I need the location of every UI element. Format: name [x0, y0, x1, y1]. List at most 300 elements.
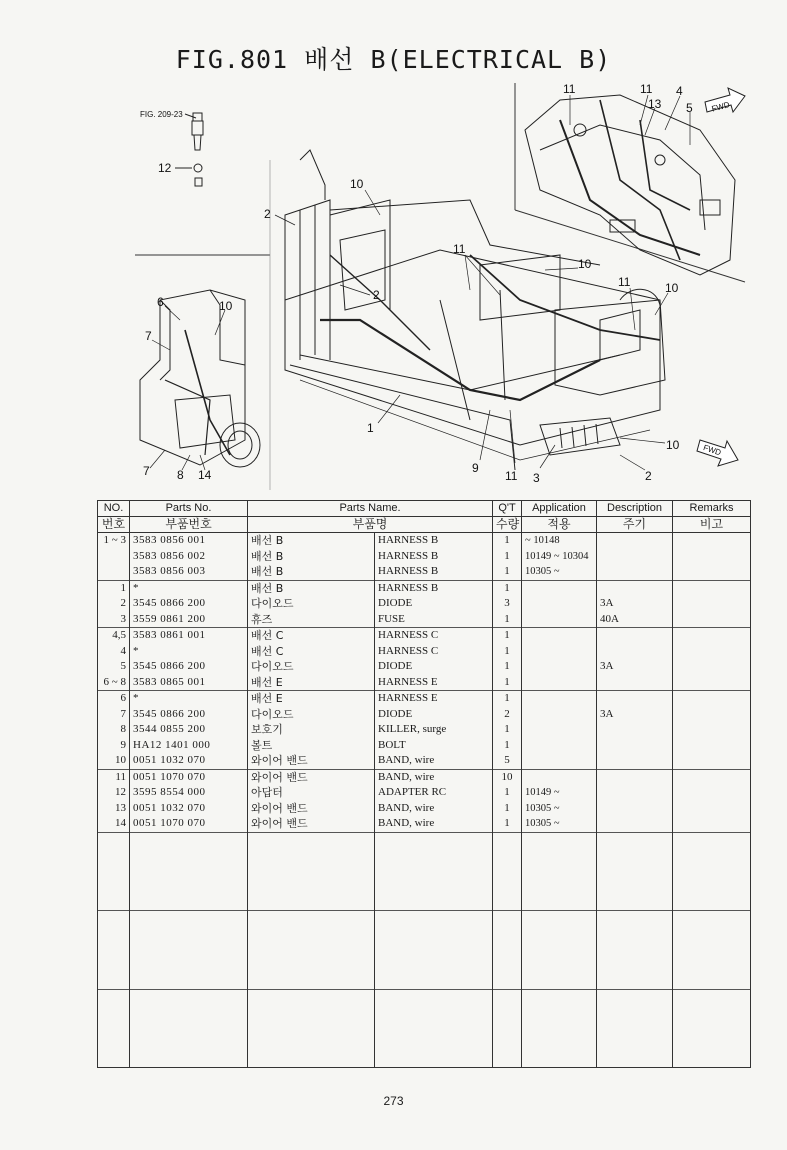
part-name-kr-cell: 볼트	[248, 738, 375, 754]
description-cell	[597, 675, 673, 691]
empty-cell	[673, 895, 751, 911]
remarks-cell	[673, 707, 751, 723]
empty-cell	[597, 848, 673, 864]
part-number-cell: HA12 1401 000	[130, 738, 248, 754]
empty-cell	[522, 879, 597, 895]
callout-label: 2	[264, 207, 271, 221]
part-number-cell: 3545 0866 200	[130, 596, 248, 612]
part-name-kr-cell: 다이오드	[248, 659, 375, 675]
empty-table-row	[98, 848, 751, 864]
row-number-cell: 7	[98, 707, 130, 723]
empty-cell	[98, 973, 130, 989]
empty-cell	[493, 973, 522, 989]
empty-cell	[597, 927, 673, 943]
part-name-en-cell: HARNESS B	[375, 533, 493, 549]
callout-label: 10	[219, 299, 233, 313]
adapter-detail	[140, 110, 203, 186]
empty-table-row	[98, 879, 751, 895]
application-cell	[522, 628, 597, 644]
header-application-kr: 적용	[522, 517, 597, 533]
quantity-cell: 1	[493, 738, 522, 754]
part-number-cell: 3559 0861 200	[130, 612, 248, 628]
empty-cell	[522, 864, 597, 880]
quantity-cell: 1	[493, 628, 522, 644]
remarks-cell	[673, 801, 751, 817]
empty-cell	[248, 942, 375, 958]
part-name-en-cell: FUSE	[375, 612, 493, 628]
empty-cell	[522, 973, 597, 989]
description-cell	[597, 738, 673, 754]
empty-cell	[522, 927, 597, 943]
part-number-cell: 3583 0856 002	[130, 549, 248, 565]
table-row	[98, 722, 751, 738]
empty-cell	[673, 848, 751, 864]
empty-table-row	[98, 1052, 751, 1068]
application-cell	[522, 753, 597, 769]
empty-table-row	[98, 927, 751, 943]
empty-cell	[130, 927, 248, 943]
part-name-kr-cell: 다이오드	[248, 707, 375, 723]
remarks-cell	[673, 816, 751, 832]
row-number-cell: 9	[98, 738, 130, 754]
description-cell	[597, 722, 673, 738]
application-cell: 10149 ~ 10304	[522, 549, 597, 565]
empty-cell	[375, 848, 493, 864]
empty-cell	[597, 958, 673, 974]
empty-table-row	[98, 1005, 751, 1021]
empty-cell	[130, 942, 248, 958]
part-name-kr-cell: 배선 E	[248, 691, 375, 707]
header-remarks: Remarks	[673, 501, 751, 517]
remarks-cell	[673, 580, 751, 596]
part-name-kr-cell: 다이오드	[248, 596, 375, 612]
forward-arrow-icon	[705, 88, 745, 114]
quantity-cell: 1	[493, 644, 522, 660]
part-name-kr-cell: 보호기	[248, 722, 375, 738]
empty-cell	[522, 1005, 597, 1021]
part-number-cell: 3595 8554 000	[130, 785, 248, 801]
part-name-kr-cell: 배선 B	[248, 580, 375, 596]
empty-cell	[375, 1036, 493, 1052]
remarks-cell	[673, 596, 751, 612]
remarks-cell	[673, 612, 751, 628]
part-name-en-cell: HARNESS B	[375, 549, 493, 565]
quantity-cell: 1	[493, 549, 522, 565]
empty-cell	[522, 832, 597, 848]
row-number-cell: 14	[98, 816, 130, 832]
empty-cell	[493, 927, 522, 943]
empty-cell	[248, 1036, 375, 1052]
part-name-en-cell: BAND, wire	[375, 816, 493, 832]
description-cell	[597, 644, 673, 660]
exploded-diagram	[0, 0, 787, 500]
empty-cell	[248, 1052, 375, 1068]
empty-cell	[673, 1005, 751, 1021]
application-cell	[522, 596, 597, 612]
quantity-cell: 1	[493, 612, 522, 628]
header-part-number-kr: 부품번호	[130, 517, 248, 533]
part-number-cell: 0051 1070 070	[130, 769, 248, 785]
part-name-en-cell: BOLT	[375, 738, 493, 754]
empty-table-row	[98, 832, 751, 848]
part-name-kr-cell: 배선 E	[248, 675, 375, 691]
part-number-cell: 0051 1070 070	[130, 816, 248, 832]
empty-table-row	[98, 1036, 751, 1052]
empty-cell	[493, 1021, 522, 1037]
empty-cell	[597, 989, 673, 1005]
application-cell: 10149 ~	[522, 785, 597, 801]
callout-label: 8	[177, 468, 184, 482]
quantity-cell: 1	[493, 580, 522, 596]
figure-reference-label: FIG. 209-23	[140, 110, 183, 119]
empty-cell	[673, 958, 751, 974]
description-cell	[597, 691, 673, 707]
empty-cell	[493, 1005, 522, 1021]
part-name-en-cell: DIODE	[375, 659, 493, 675]
empty-cell	[375, 832, 493, 848]
empty-cell	[673, 1021, 751, 1037]
description-cell: 3A	[597, 707, 673, 723]
empty-table-row	[98, 958, 751, 974]
description-cell: 3A	[597, 596, 673, 612]
callout-label: 10	[350, 177, 364, 191]
empty-cell	[673, 989, 751, 1005]
part-name-en-cell: HARNESS C	[375, 644, 493, 660]
part-name-en-cell: KILLER, surge	[375, 722, 493, 738]
empty-cell	[98, 1021, 130, 1037]
table-row	[98, 628, 751, 644]
empty-cell	[248, 895, 375, 911]
empty-cell	[522, 1036, 597, 1052]
table-row	[98, 816, 751, 832]
table-row	[98, 549, 751, 565]
empty-cell	[375, 1005, 493, 1021]
quantity-cell: 1	[493, 533, 522, 549]
row-number-cell: 3	[98, 612, 130, 628]
empty-cell	[248, 1005, 375, 1021]
empty-cell	[98, 1005, 130, 1021]
empty-cell	[98, 942, 130, 958]
callout-label: 3	[533, 471, 540, 485]
empty-cell	[130, 1021, 248, 1037]
application-cell	[522, 659, 597, 675]
table-row	[98, 533, 751, 549]
row-number-cell: 5	[98, 659, 130, 675]
empty-cell	[597, 1021, 673, 1037]
quantity-cell: 1	[493, 816, 522, 832]
empty-cell	[522, 958, 597, 974]
remarks-cell	[673, 644, 751, 660]
callout-label: 14	[198, 468, 212, 482]
part-name-en-cell: HARNESS E	[375, 691, 493, 707]
empty-cell	[375, 927, 493, 943]
empty-cell	[597, 911, 673, 927]
header-application: Application	[522, 501, 597, 517]
part-name-en-cell: HARNESS E	[375, 675, 493, 691]
empty-cell	[375, 989, 493, 1005]
empty-cell	[248, 864, 375, 880]
empty-cell	[130, 848, 248, 864]
callout-label: 2	[373, 288, 380, 302]
part-number-cell: *	[130, 580, 248, 596]
empty-cell	[597, 864, 673, 880]
empty-cell	[522, 848, 597, 864]
empty-cell	[522, 942, 597, 958]
table-row	[98, 738, 751, 754]
empty-cell	[98, 879, 130, 895]
callout-label: 7	[145, 329, 152, 343]
part-name-en-cell: BAND, wire	[375, 801, 493, 817]
part-number-cell: 3545 0866 200	[130, 659, 248, 675]
callout-label: 5	[686, 101, 693, 115]
header-description: Description	[597, 501, 673, 517]
quantity-cell: 1	[493, 675, 522, 691]
description-cell	[597, 564, 673, 580]
empty-cell	[597, 942, 673, 958]
empty-cell	[673, 1052, 751, 1068]
callout-label: 4	[676, 84, 683, 98]
empty-cell	[98, 989, 130, 1005]
part-number-cell: 3583 0856 003	[130, 564, 248, 580]
empty-cell	[597, 1005, 673, 1021]
row-number-cell: 1	[98, 580, 130, 596]
callout-label: 13	[648, 97, 662, 111]
part-name-en-cell: DIODE	[375, 596, 493, 612]
empty-cell	[597, 832, 673, 848]
remarks-cell	[673, 533, 751, 549]
part-number-cell: 0051 1032 070	[130, 801, 248, 817]
part-number-cell: 3583 0861 001	[130, 628, 248, 644]
header-remarks-kr: 비고	[673, 517, 751, 533]
description-cell	[597, 769, 673, 785]
forward-arrow-icon	[697, 440, 738, 466]
empty-cell	[375, 1021, 493, 1037]
callout-label: 11	[563, 82, 576, 96]
empty-cell	[673, 864, 751, 880]
callout-label: 1	[367, 421, 374, 435]
table-row	[98, 801, 751, 817]
empty-cell	[673, 927, 751, 943]
page-number: 273	[383, 1094, 404, 1108]
application-cell	[522, 738, 597, 754]
description-cell: 40A	[597, 612, 673, 628]
table-row	[98, 612, 751, 628]
callout-label: 11	[505, 469, 518, 483]
part-name-en-cell: HARNESS B	[375, 564, 493, 580]
table-row	[98, 753, 751, 769]
row-number-cell	[98, 549, 130, 565]
empty-cell	[248, 927, 375, 943]
empty-cell	[673, 911, 751, 927]
empty-cell	[597, 1052, 673, 1068]
empty-cell	[130, 1036, 248, 1052]
empty-cell	[248, 911, 375, 927]
part-name-kr-cell: 와이어 밴드	[248, 753, 375, 769]
empty-cell	[98, 864, 130, 880]
application-cell	[522, 580, 597, 596]
part-name-en-cell: DIODE	[375, 707, 493, 723]
row-number-cell: 4	[98, 644, 130, 660]
empty-cell	[597, 1036, 673, 1052]
table-row	[98, 644, 751, 660]
description-cell	[597, 816, 673, 832]
parts-table	[97, 500, 751, 1068]
table-row	[98, 580, 751, 596]
empty-cell	[98, 1052, 130, 1068]
row-number-cell: 6 ~ 8	[98, 675, 130, 691]
empty-table-row	[98, 989, 751, 1005]
empty-table-row	[98, 864, 751, 880]
quantity-cell: 1	[493, 722, 522, 738]
empty-cell	[98, 848, 130, 864]
empty-cell	[493, 895, 522, 911]
empty-table-row	[98, 942, 751, 958]
empty-cell	[673, 832, 751, 848]
application-cell	[522, 769, 597, 785]
remarks-cell	[673, 785, 751, 801]
table-row	[98, 769, 751, 785]
callout-label: 11	[640, 82, 653, 96]
callout-label: 10	[665, 281, 679, 295]
remarks-cell	[673, 722, 751, 738]
quantity-cell: 2	[493, 707, 522, 723]
empty-cell	[597, 973, 673, 989]
quantity-cell: 1	[493, 785, 522, 801]
row-number-cell: 10	[98, 753, 130, 769]
quantity-cell: 1	[493, 564, 522, 580]
part-number-cell: 3545 0866 200	[130, 707, 248, 723]
application-cell: 10305 ~	[522, 564, 597, 580]
part-name-kr-cell: 배선 C	[248, 644, 375, 660]
row-number-cell: 4,5	[98, 628, 130, 644]
part-name-kr-cell: 배선 B	[248, 564, 375, 580]
callout-label: 10	[578, 257, 592, 271]
empty-cell	[130, 989, 248, 1005]
header-description-kr: 주기	[597, 517, 673, 533]
table-row	[98, 564, 751, 580]
description-cell: 3A	[597, 659, 673, 675]
quantity-cell: 1	[493, 659, 522, 675]
header-part-number: Parts No.	[130, 501, 248, 517]
empty-cell	[375, 942, 493, 958]
description-cell	[597, 753, 673, 769]
remarks-cell	[673, 659, 751, 675]
empty-cell	[130, 911, 248, 927]
callout-label: 11	[453, 242, 466, 256]
callout-label: 7	[143, 464, 150, 478]
quantity-cell: 10	[493, 769, 522, 785]
empty-cell	[248, 973, 375, 989]
part-name-kr-cell: 와이어 밴드	[248, 816, 375, 832]
fwd-label-top: FWD	[710, 100, 731, 114]
empty-cell	[98, 911, 130, 927]
callout-label: 11	[618, 275, 631, 289]
empty-cell	[248, 879, 375, 895]
empty-cell	[130, 1052, 248, 1068]
row-number-cell: 13	[98, 801, 130, 817]
empty-cell	[522, 1021, 597, 1037]
empty-cell	[248, 958, 375, 974]
remarks-cell	[673, 628, 751, 644]
empty-cell	[248, 1021, 375, 1037]
part-name-kr-cell: 와이어 밴드	[248, 801, 375, 817]
empty-cell	[98, 958, 130, 974]
empty-cell	[522, 1052, 597, 1068]
description-cell	[597, 580, 673, 596]
quantity-cell: 5	[493, 753, 522, 769]
empty-table-row	[98, 895, 751, 911]
part-name-kr-cell: 와이어 밴드	[248, 769, 375, 785]
part-number-cell: *	[130, 691, 248, 707]
empty-cell	[493, 989, 522, 1005]
empty-cell	[248, 832, 375, 848]
empty-cell	[130, 958, 248, 974]
application-cell	[522, 675, 597, 691]
application-cell: 10305 ~	[522, 801, 597, 817]
part-number-cell: 3544 0855 200	[130, 722, 248, 738]
empty-cell	[98, 1036, 130, 1052]
row-number-cell: 12	[98, 785, 130, 801]
row-number-cell: 1 ~ 3	[98, 533, 130, 549]
empty-table-row	[98, 911, 751, 927]
empty-cell	[673, 942, 751, 958]
header-part-name-kr: 부품명	[248, 517, 493, 533]
empty-cell	[493, 1052, 522, 1068]
application-cell	[522, 691, 597, 707]
remarks-cell	[673, 753, 751, 769]
quantity-cell: 3	[493, 596, 522, 612]
table-row	[98, 596, 751, 612]
empty-cell	[98, 895, 130, 911]
table-row	[98, 785, 751, 801]
description-cell	[597, 628, 673, 644]
empty-cell	[522, 911, 597, 927]
table-row	[98, 675, 751, 691]
part-number-cell: *	[130, 644, 248, 660]
header-part-name: Parts Name.	[248, 501, 493, 517]
empty-cell	[375, 864, 493, 880]
table-row	[98, 691, 751, 707]
part-name-kr-cell: 휴즈	[248, 612, 375, 628]
empty-cell	[673, 973, 751, 989]
fwd-label-bottom: FWD	[702, 443, 723, 458]
part-name-en-cell: ADAPTER RC	[375, 785, 493, 801]
header-no-kr: 번호	[98, 517, 130, 533]
figure-title: FIG.801 배선 B(ELECTRICAL B)	[175, 45, 612, 74]
empty-cell	[493, 942, 522, 958]
part-name-kr-cell: 아답터	[248, 785, 375, 801]
part-name-kr-cell: 배선 B	[248, 549, 375, 565]
harness-e-detail	[140, 290, 260, 467]
table-row	[98, 707, 751, 723]
callout-label: 10	[666, 438, 680, 452]
description-cell	[597, 785, 673, 801]
empty-cell	[248, 989, 375, 1005]
empty-cell	[98, 927, 130, 943]
part-name-en-cell: HARNESS C	[375, 628, 493, 644]
empty-cell	[597, 879, 673, 895]
quantity-cell: 1	[493, 691, 522, 707]
empty-cell	[493, 1036, 522, 1052]
frame-drawing	[285, 150, 665, 470]
empty-cell	[130, 879, 248, 895]
empty-cell	[130, 832, 248, 848]
callout-label: 9	[472, 461, 479, 475]
application-cell	[522, 612, 597, 628]
application-cell	[522, 707, 597, 723]
row-number-cell: 8	[98, 722, 130, 738]
remarks-cell	[673, 549, 751, 565]
